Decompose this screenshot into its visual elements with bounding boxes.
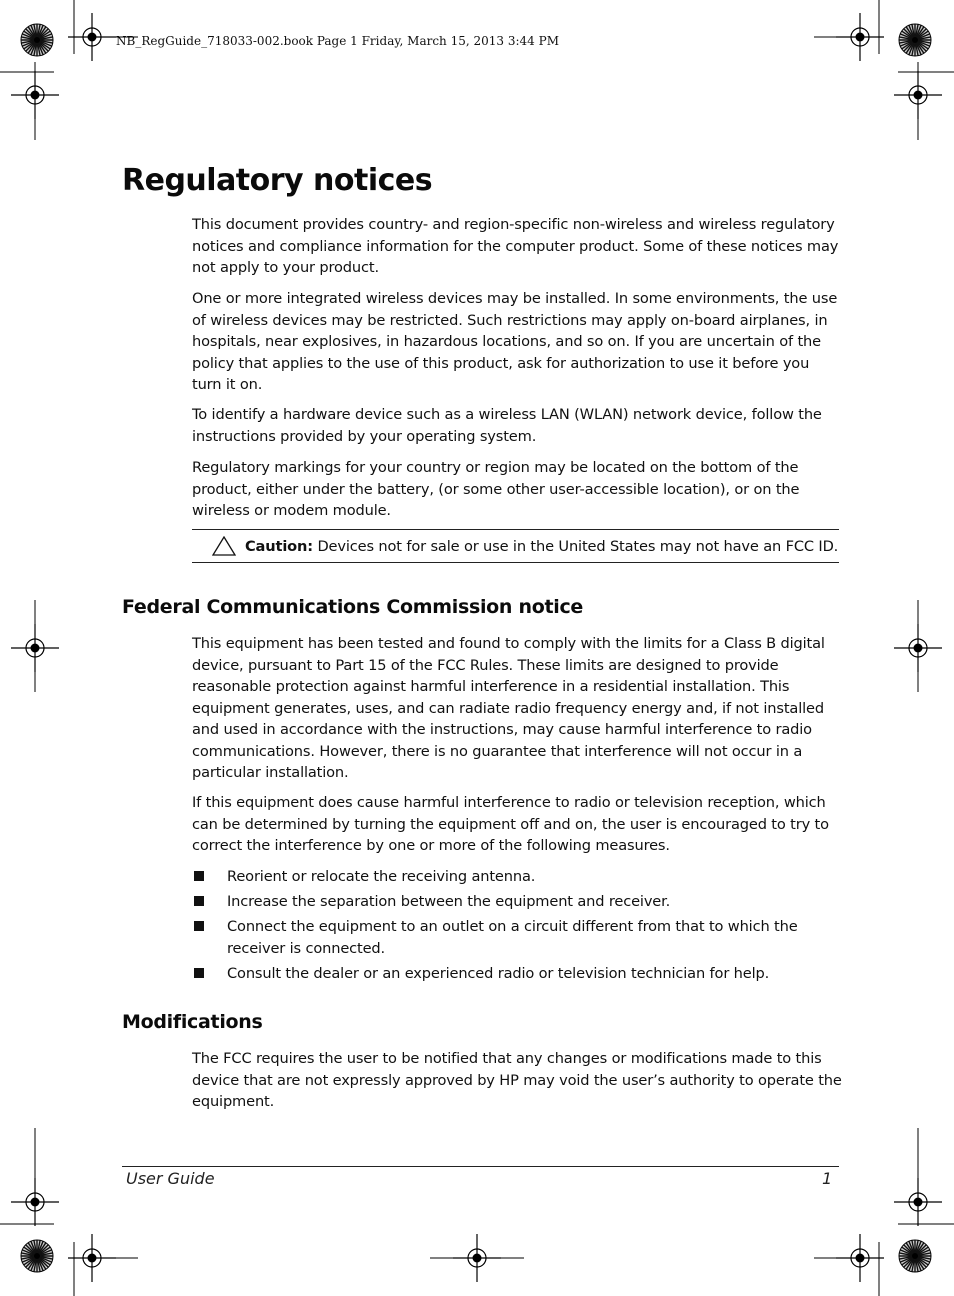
list-item <box>192 916 842 959</box>
fcc-paragraph: If this equipment does cause harmful interference to radio or television reception, which can be determined by turning the equipment off and on, the user is encouraged to try to correct the interference by one or more of the following measures. <box>192 794 829 854</box>
list-item-text: Consult the dealer or an experienced radio or television technician for help. <box>227 964 770 982</box>
bullet-square-icon <box>194 921 204 931</box>
list-item-text: Increase the separation between the equipment and receiver. <box>227 893 671 910</box>
bullet-square-icon <box>194 896 204 906</box>
fcc-heading: Federal Communications Commission notice <box>122 596 583 618</box>
page-title: Regulatory notices <box>122 163 433 198</box>
caution-text <box>245 538 838 555</box>
modifications-paragraph: The FCC requires the user to be notified that any changes or modifications made to this device that are not expressly approved by HP may void the user’s authority to operate the equipment. <box>192 1050 842 1110</box>
intro-paragraph: To identify a hardware device such as a wireless LAN (WLAN) network device, follow the instructions provided by your operating system. <box>192 406 822 445</box>
bullet-square-icon <box>194 871 204 881</box>
footer-rule <box>122 1166 839 1167</box>
intro-paragraph: Regulatory markings for your country or region may be located on the bottom of the product, either under the battery, (or some other user-accessible location), or on the wireless or modem module. <box>192 459 800 519</box>
page-number: 1 <box>822 1169 833 1188</box>
list-item <box>192 963 842 985</box>
intro-paragraph: This document provides country- and region-specific non-wireless and wireless regulatory notices and compliance information for the computer product. Some of these notices may not apply to your product. <box>192 216 839 276</box>
list-item <box>192 866 842 888</box>
caution-triangle-icon <box>212 536 236 556</box>
caution-message: Devices not for sale or use in the United States may not have an FCC ID. <box>312 537 839 555</box>
list-item <box>192 891 842 913</box>
modifications-heading: Modifications <box>122 1011 263 1033</box>
caution-label: Caution: <box>245 537 313 555</box>
bullet-square-icon <box>194 968 204 978</box>
print-slug-line: NB_RegGuide_718033-002.book Page 1 Friday, March 15, 2013 3:44 PM <box>116 34 559 48</box>
footer-doc-title: User Guide <box>126 1169 215 1188</box>
caution-notice <box>192 529 839 563</box>
list-item-text: Connect the equipment to an outlet on a circuit different from that to which the receiver is connected. <box>227 918 798 957</box>
fcc-paragraph: This equipment has been tested and found to comply with the limits for a Class B digital device, pursuant to Part 15 of the FCC Rules. These limits are designed to provide reasonable protection against harmful interference in a residential installation. This equipment generates, uses, and can radiate radio frequency energy and, if not installed and used in accordance with the instructions, may cause harmful interference to radio communications. However, there is no guarantee that interference will not occur in a particular installation. <box>192 635 825 781</box>
fcc-measures-list <box>192 866 842 988</box>
intro-paragraph: One or more integrated wireless devices may be installed. In some environments, the use of wireless devices may be restricted. Such restrictions may apply on-board airplanes, in hospitals, near explosives, in hazardous locations, and so on. If you are uncertain of the policy that applies to the use of this product, ask for authorization to use it before you turn it on. <box>192 290 838 393</box>
list-item-text: Reorient or relocate the receiving antenna. <box>227 868 536 885</box>
